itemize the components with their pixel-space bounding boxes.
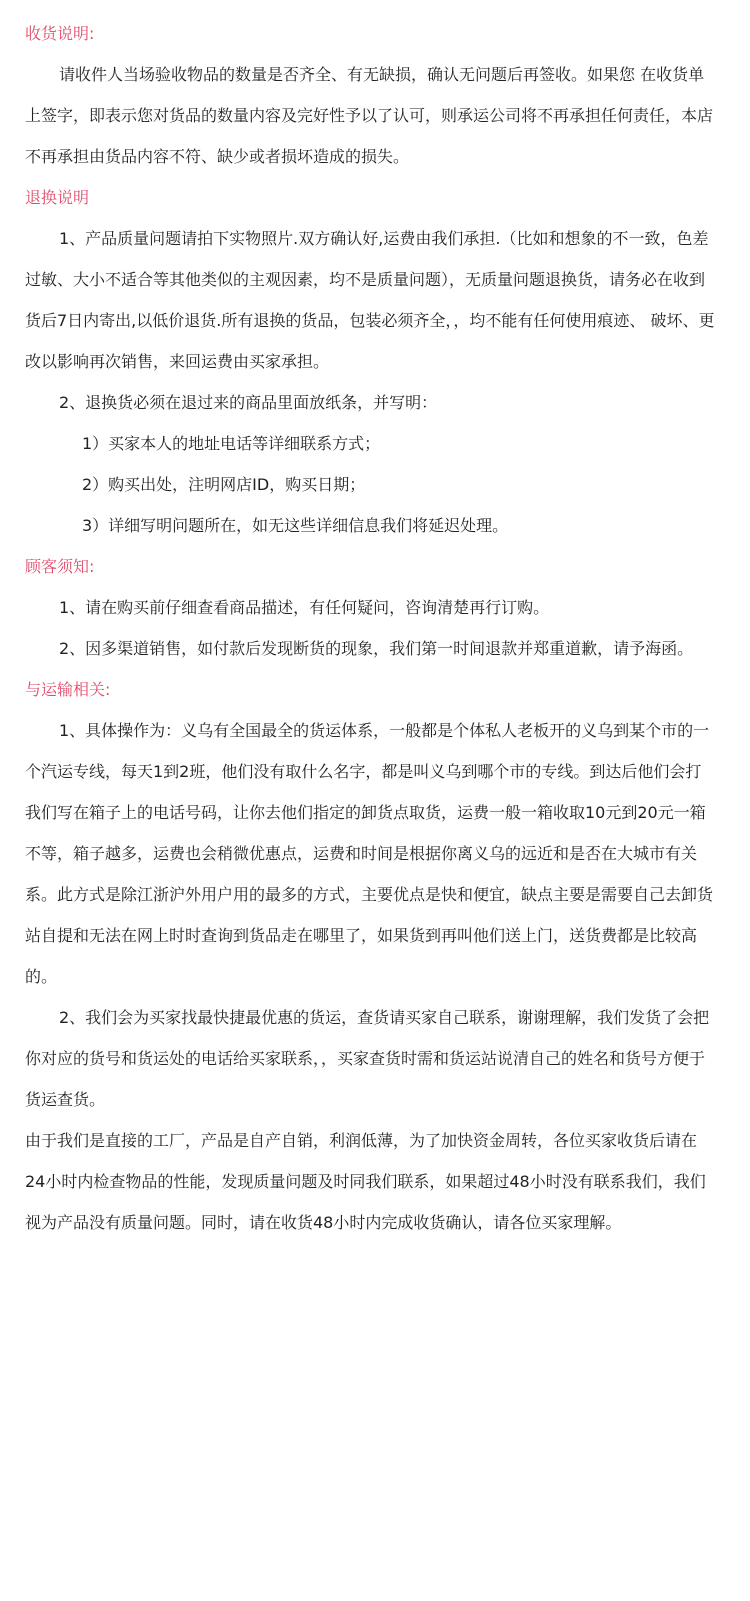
returns-sub-1: 1）买家本人的地址电话等详细联系方式； xyxy=(82,434,381,453)
customer-item-2: 2、因多渠道销售，如付款后发现断货的现象，我们第一时间退款并郑重道歉，请予海函。 xyxy=(59,639,694,658)
heading-shipping: 与运输相关: xyxy=(25,680,111,699)
returns-sub-3: 3）详细写明问题所在，如无这些详细信息我们将延迟处理。 xyxy=(82,516,509,535)
returns-item-1: 1、产品质量问题请拍下实物照片.双方确认好,运费由我们承担.（比如和想象的不一致，色差过敏、大小不适合等其他类似的主观因素，均不是质量问题），无质量问题退换货，请务必在收到货后7日内寄出,以低价退货.所有退换的货品，包装必须齐全，，均不能有任何使用痕迹、 破坏、更改以影响再次销售，来回运费由买家承担。 xyxy=(25,229,715,371)
heading-customer: 顾客须知: xyxy=(25,557,95,576)
closing-paragraph: 由于我们是直接的工厂，产品是自产自销，利润低薄，为了加快资金周转，各位买家收货后请在24小时内检查物品的性能，发现质量问题及时同我们联系，如果超过48小时没有联系我们，我们视为产品没有质量问题。同时，请在收货48小时内完成收货确认，请各位买家理解。 xyxy=(25,1131,706,1232)
heading-receipt: 收货说明: xyxy=(25,24,95,43)
returns-sub-2: 2）购买出处，注明网店ID，购买日期； xyxy=(82,475,366,494)
heading-returns: 退换说明 xyxy=(25,188,90,207)
returns-item-2: 2、退换货必须在退过来的商品里面放纸条，并写明： xyxy=(59,393,438,412)
customer-item-1: 1、请在购买前仔细查看商品描述，有任何疑问，咨询清楚再行订购。 xyxy=(59,598,550,617)
shipping-item-2: 2、我们会为买家找最快捷最优惠的货运，查货请买家自己联系，谢谢理解，我们发货了会把你对应的货号和货运处的电话给买家联系，，买家查货时需和货运站说清自己的姓名和货号方便于货运查货。 xyxy=(25,1008,710,1109)
document-page xyxy=(25,13,715,1243)
receipt-body: 请收件人当场验收物品的数量是否齐全、有无缺损，确认无问题后再签收。如果您 在收货单上签字，即表示您对货品的数量内容及完好性予以了认可，则承运公司将不再承担任何责任，本店不再承担由货品内容不符、缺少或者损坏造成的损失。 xyxy=(25,65,714,166)
shipping-item-1: 1、具体操作为：义乌有全国最全的货运体系，一般都是个体私人老板开的义乌到某个市的一个汽运专线，每天1到2班，他们没有取什么名字，都是叫义乌到哪个市的专线。到达后他们会打我们写在箱子上的电话号码，让你去他们指定的卸货点取货，运费一般一箱收取10元到20元一箱不等，箱子越多，运费也会稍微优惠点，运费和时间是根据你离义乌的远近和是否在大城市有关系。此方式是除江浙沪外用户用的最多的方式，主要优点是快和便宜，缺点主要是需要自己去卸货站自提和无法在网上时时查询到货品走在哪里了，如果货到再叫他们送上门，送货费都是比较高的。 xyxy=(25,721,714,986)
